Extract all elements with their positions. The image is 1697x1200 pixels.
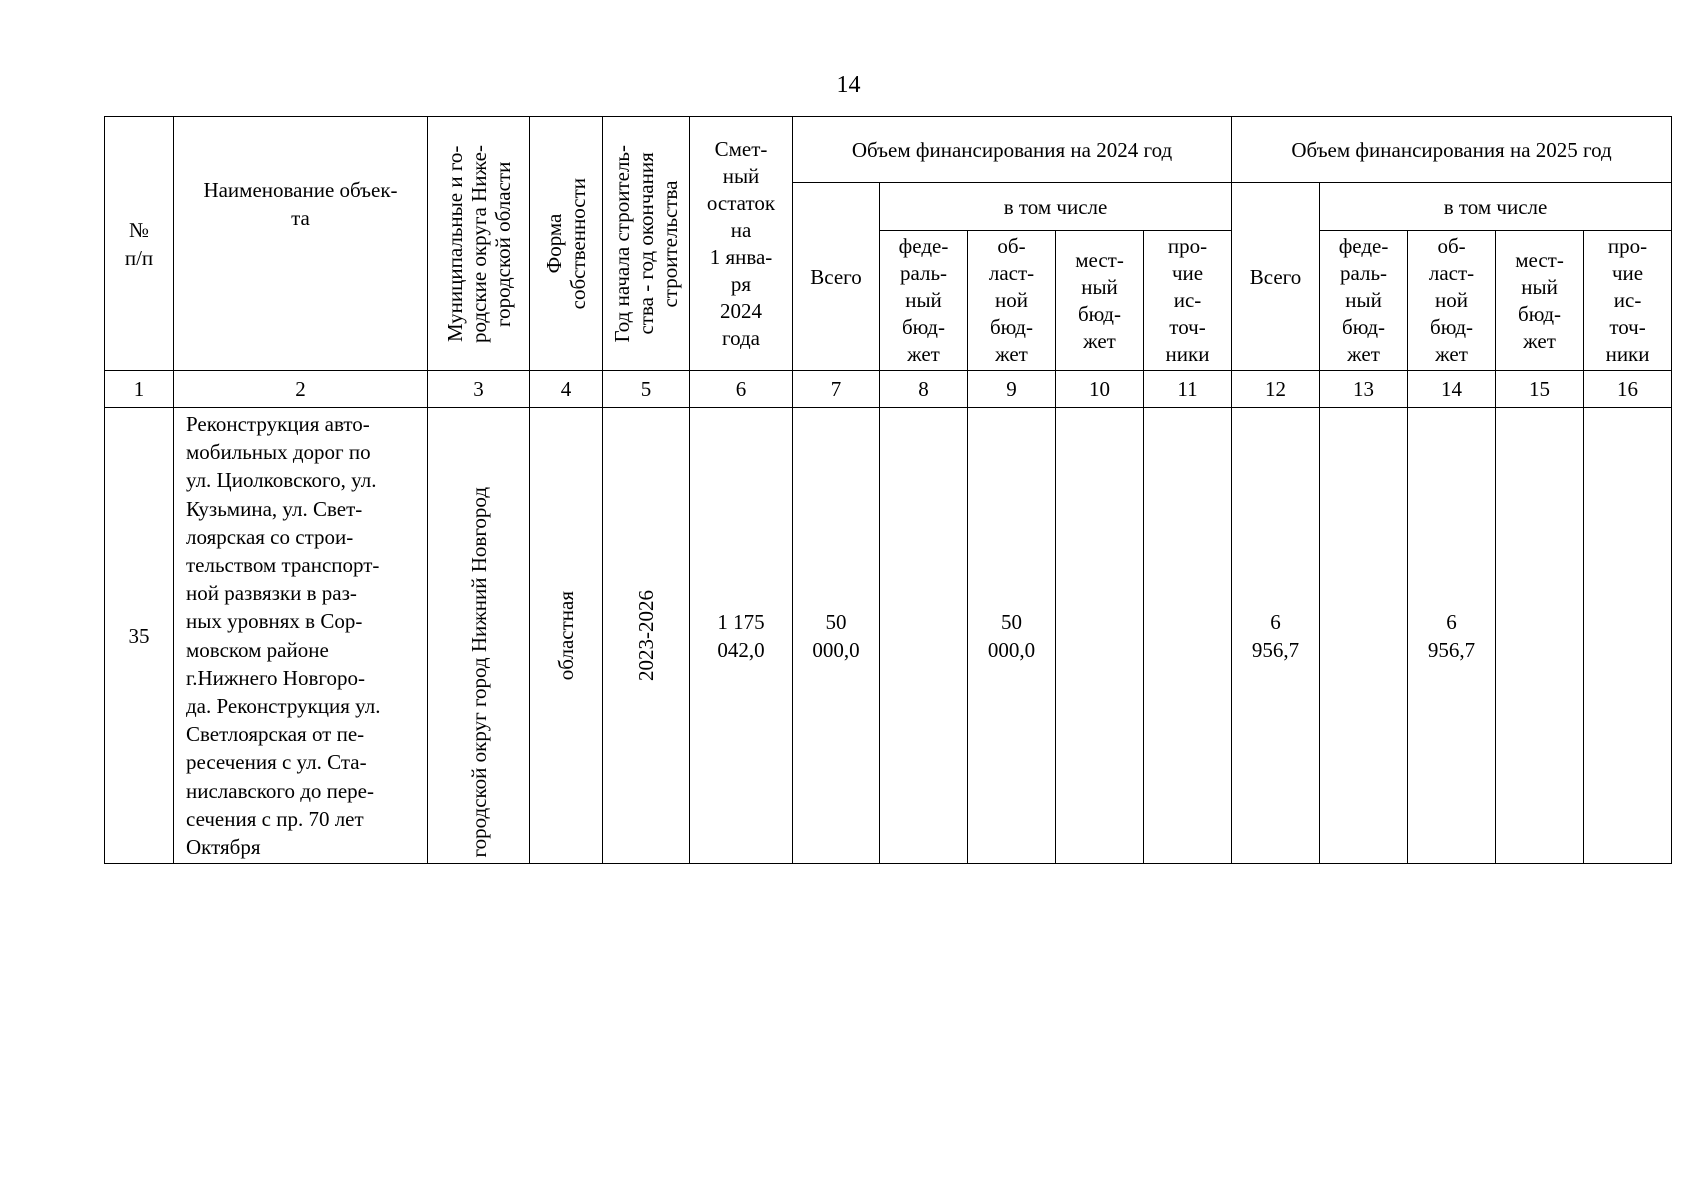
row-total-2025: 6 956,7: [1232, 408, 1320, 864]
financing-table: [104, 116, 1672, 864]
row-object-name: Реконструкция авто- мобильных дорог по ул. Циолковского, ул. Кузьмина, ул. Свет- лоярская со строи- тельством транспорт- ной развязки в раз- ных уровнях в Сор- мовском районе г.Нижнего Новгоро- да. Реконструкция ул. Светлоярская от пе- ресечения с ул. Ста- ниславского до пере- сечения с пр. 70 лет Октября: [174, 408, 428, 864]
header-years: Год начала строитель- ства - год окончания строительства: [603, 117, 690, 371]
column-number: 12: [1232, 371, 1320, 408]
row-regional-2025: 6 956,7: [1408, 408, 1496, 864]
header-federal-2024: феде- раль- ный бюд- жет: [880, 231, 968, 371]
header-estimate: Смет- ный остаток на 1 янва- ря 2024 года: [690, 117, 793, 371]
column-number: 14: [1408, 371, 1496, 408]
row-federal-2024: [880, 408, 968, 864]
column-number: 8: [880, 371, 968, 408]
header-ownership: Форма собственности: [530, 117, 603, 371]
row-other-2025: [1584, 408, 1672, 864]
page-number: 14: [836, 72, 861, 98]
column-number: 1: [105, 371, 174, 408]
header-name: Наименование объек- та: [174, 117, 428, 371]
column-number: 9: [968, 371, 1056, 408]
row-years: 2023-2026: [603, 408, 690, 864]
row-num: 35: [105, 408, 174, 864]
header-regional-2025: об- ласт- ной бюд- жет: [1408, 231, 1496, 371]
column-number: 6: [690, 371, 793, 408]
header-municipality: Муниципальные и го- родские округа Ниже- городской области: [428, 117, 530, 371]
column-number: 11: [1144, 371, 1232, 408]
header-total-2025: Всего: [1232, 183, 1320, 371]
column-number: 5: [603, 371, 690, 408]
column-number: 7: [793, 371, 880, 408]
header-including-2025: в том числе: [1320, 183, 1672, 231]
column-number: 13: [1320, 371, 1408, 408]
column-number-row: [105, 371, 1672, 408]
row-other-2024: [1144, 408, 1232, 864]
header-local-2024: мест- ный бюд- жет: [1056, 231, 1144, 371]
column-number: 2: [174, 371, 428, 408]
header-including-2024: в том числе: [880, 183, 1232, 231]
column-number: 10: [1056, 371, 1144, 408]
header-row-1: [105, 117, 1672, 183]
row-municipality: городской округ город Нижний Новгород: [428, 408, 530, 864]
header-regional-2024: об- ласт- ной бюд- жет: [968, 231, 1056, 371]
header-total-2024: Всего: [793, 183, 880, 371]
row-total-2024: 50 000,0: [793, 408, 880, 864]
column-number: 4: [530, 371, 603, 408]
row-ownership: областная: [530, 408, 603, 864]
row-federal-2025: [1320, 408, 1408, 864]
header-num: № п/п: [105, 117, 174, 371]
row-local-2025: [1496, 408, 1584, 864]
table-row: [105, 408, 1672, 864]
header-group-2024: Объем финансирования на 2024 год: [793, 117, 1232, 183]
header-local-2025: мест- ный бюд- жет: [1496, 231, 1584, 371]
header-federal-2025: феде- раль- ный бюд- жет: [1320, 231, 1408, 371]
column-number: 16: [1584, 371, 1672, 408]
row-regional-2024: 50 000,0: [968, 408, 1056, 864]
column-number: 3: [428, 371, 530, 408]
header-other-2024: про- чие ис- точ- ники: [1144, 231, 1232, 371]
column-number: 15: [1496, 371, 1584, 408]
row-local-2024: [1056, 408, 1144, 864]
header-group-2025: Объем финансирования на 2025 год: [1232, 117, 1672, 183]
row-estimate-remainder: 1 175 042,0: [690, 408, 793, 864]
header-other-2025: про- чие ис- точ- ники: [1584, 231, 1672, 371]
